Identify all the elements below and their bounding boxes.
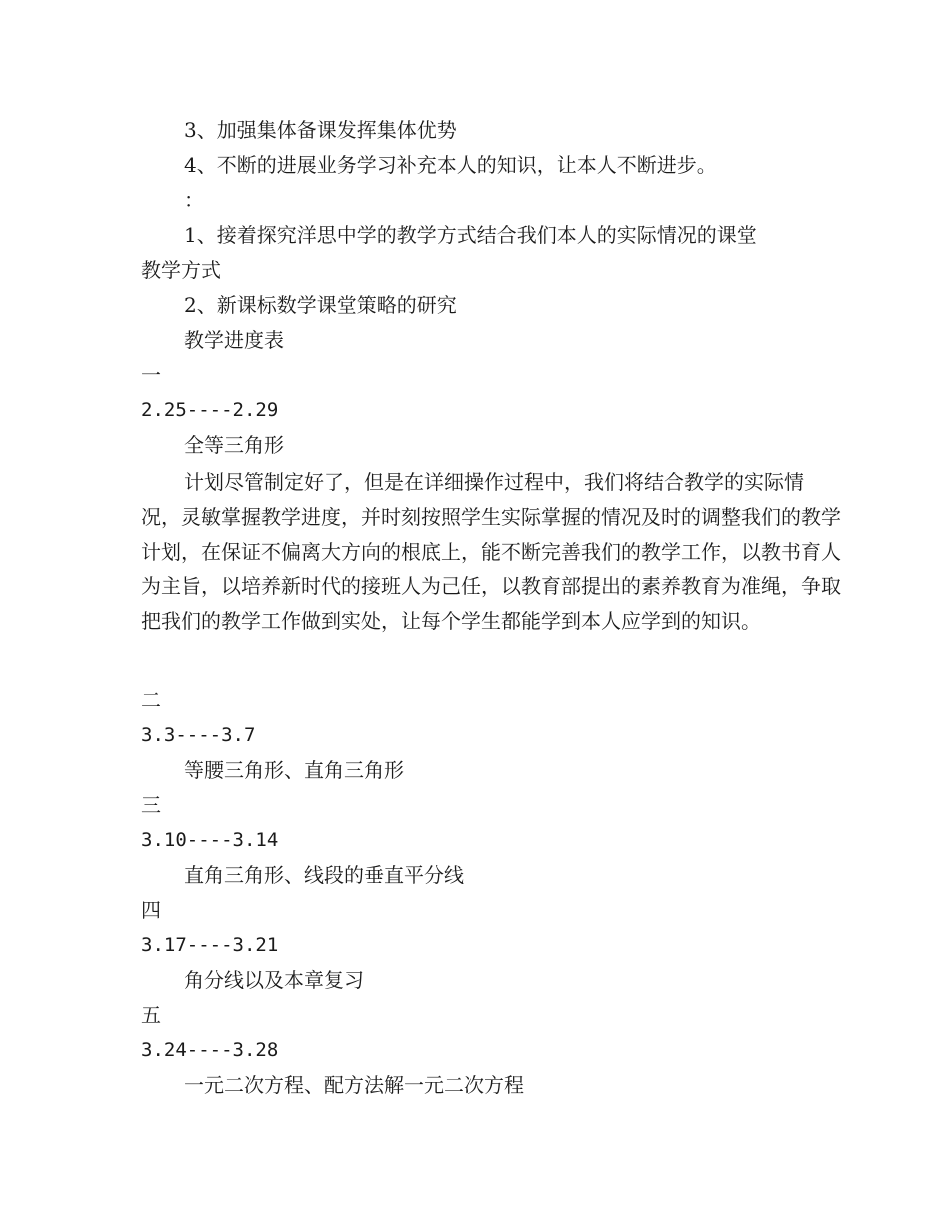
research-item-1-cont: 教学方式 [141,258,221,282]
week-3-label: 三 [141,793,161,817]
item-4: 4、不断的进展业务学习补充本人的知识，让本人不断进步。 [184,153,717,177]
research-item-1: 1、接着探究洋思中学的教学方式结合我们本人的实际情况的课堂 [184,223,757,247]
week-2-content: 等腰三角形、直角三角形 [184,758,404,782]
plan-paragraph: 计划尽管制定好了，但是在详细操作过程中，我们将结合教学的实际情况，灵敏掌握教学进度，并时刻按照学生实际掌握的情况及时的调整我们的教学计划，在保证不偏离大方向的根底上，能不断完善我们的教学工作，以教书育人为主旨，以培养新时代的接班人为己任，以教育部提出的素养教育为准绳，争取把我们的教学工作做到实处，让每个学生都能学到本人应学到的知识。 [141,470,841,634]
week-4-dates: 3.17----3.21 [141,934,279,956]
research-item-2: 2、新课标数学课堂策略的研究 [184,293,457,317]
colon-line: ： [184,188,204,212]
week-5-label: 五 [141,1003,161,1027]
schedule-title: 教学进度表 [184,328,284,352]
week-1-content: 全等三角形 [184,433,284,457]
week-4-label: 四 [141,898,161,922]
week-2-label: 二 [141,688,161,712]
week-4-content: 角分线以及本章复习 [184,968,364,992]
week-2-dates: 3.3----3.7 [141,724,256,746]
week-3-dates: 3.10----3.14 [141,829,279,851]
week-1-label: 一 [141,363,161,387]
week-5-content: 一元二次方程、配方法解一元二次方程 [184,1073,524,1097]
week-5-dates: 3.24----3.28 [141,1039,279,1061]
item-3: 3、加强集体备课发挥集体优势 [184,118,457,142]
week-3-content: 直角三角形、线段的垂直平分线 [184,863,464,887]
week-1-dates: 2.25----2.29 [141,399,279,421]
